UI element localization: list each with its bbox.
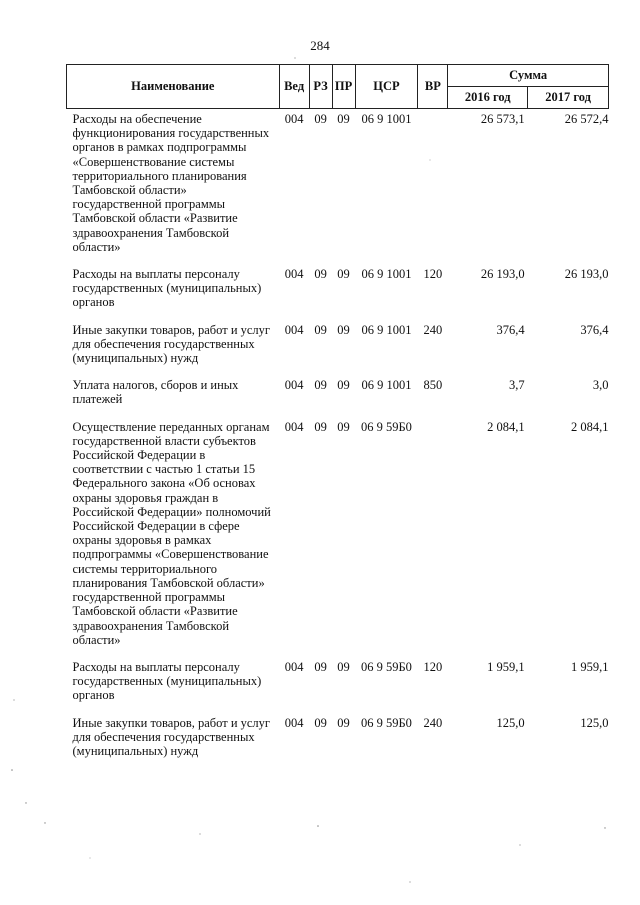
header-ved: Вед	[279, 65, 309, 109]
table-header	[67, 65, 609, 109]
row-csr: 06 9 59Б0	[360, 419, 412, 434]
row-sum-2017: 125,0	[580, 715, 609, 730]
row-rz: 09	[314, 112, 327, 126]
row-vr: 120	[423, 659, 443, 674]
row-name: Иные закупки товаров, работ и услуг для обеспечения государственных (муниципальных) нужд	[72, 322, 271, 366]
row-sum-2016: 125,0	[496, 715, 525, 730]
row-name: Расходы на обеспечение функционирования государственных органов в рамках подпрограммы «Совершенствование системы территориального планирования Тамбовской области» государственной программы Тамбовской области «Развитие здравоохранения Тамбовской области»	[72, 112, 270, 254]
row-ved: 004	[284, 659, 304, 674]
row-vr: 850	[423, 378, 443, 393]
row-sum-2016: 1 959,1	[487, 659, 525, 674]
row-name: Уплата налогов, сборов и иных платежей	[72, 378, 239, 407]
budget-table	[66, 64, 609, 768]
row-rz: 09	[314, 378, 327, 393]
row-pr: 09	[337, 419, 350, 434]
row-pr: 09	[337, 659, 350, 674]
row-csr: 06 9 1001	[361, 322, 412, 337]
row-pr: 09	[337, 378, 350, 393]
row-sum-2017: 3,0	[592, 378, 609, 393]
row-sum-2017: 376,4	[580, 322, 609, 337]
table-row	[67, 713, 609, 769]
header-vr: ВР	[418, 65, 448, 109]
table-row	[67, 109, 609, 265]
table-body	[67, 109, 609, 769]
header-csr: ЦСР	[355, 65, 418, 109]
row-pr: 09	[337, 267, 350, 282]
row-ved: 004	[284, 419, 304, 434]
table-row	[67, 375, 609, 416]
row-rz: 09	[314, 267, 327, 282]
row-sum-2017: 1 959,1	[571, 659, 609, 674]
row-name: Расходы на выплаты персоналу государственных (муниципальных) органов	[72, 267, 262, 310]
row-name: Расходы на выплаты персоналу государственных (муниципальных) органов	[72, 659, 262, 703]
row-sum-2016: 2 084,1	[487, 419, 525, 434]
row-rz: 09	[314, 322, 327, 337]
row-ved: 004	[284, 112, 304, 126]
table-row	[67, 264, 609, 320]
row-sum-2016: 26 193,0	[480, 267, 525, 282]
row-vr	[418, 417, 448, 657]
row-pr: 09	[337, 322, 350, 337]
row-csr: 06 9 59Б0	[360, 715, 412, 730]
row-sum-2017: 2 084,1	[571, 419, 609, 434]
row-rz: 09	[314, 715, 327, 730]
row-rz: 09	[314, 419, 327, 434]
row-pr: 09	[337, 112, 350, 126]
row-sum-2016: 3,7	[509, 378, 525, 393]
header-pr: ПР	[332, 65, 355, 109]
row-ved: 004	[284, 267, 304, 282]
page-number: 284	[310, 38, 330, 53]
row-vr: 240	[423, 715, 443, 730]
row-csr: 06 9 1001	[361, 112, 412, 126]
row-sum-2016: 376,4	[496, 322, 525, 337]
row-sum-2017: 26 572,4	[564, 112, 609, 126]
row-name: Иные закупки товаров, работ и услуг для обеспечения государственных (муниципальных) нужд	[72, 715, 271, 758]
table-row	[67, 320, 609, 376]
row-pr: 09	[337, 715, 350, 730]
header-rz: РЗ	[309, 65, 332, 109]
row-ved: 004	[284, 378, 304, 393]
header-year-2017: 2017 год	[528, 87, 609, 109]
row-ved: 004	[284, 715, 304, 730]
table-row	[67, 657, 609, 713]
row-name: Осуществление переданных органам государственной власти субъектов Российской Федерации в соответствии с частью 1 статьи 15 Федерального закона «Об основах охраны здоровья граждан в Российской Федерации» полномочий Российской Федерации в сфере охраны здоровья в рамках подпрограммы «Совершенствование системы территориального планирования Тамбовской области» государственной программы Тамбовской области «Развитие здравоохранения Тамбовской области»	[72, 419, 271, 647]
table-row	[67, 417, 609, 657]
row-ved: 004	[284, 322, 304, 337]
header-name: Наименование	[67, 65, 280, 109]
row-sum-2017: 26 193,0	[564, 267, 609, 282]
header-sum: Сумма	[448, 65, 609, 87]
row-sum-2016: 26 573,1	[480, 112, 525, 126]
header-year-2016: 2016 год	[448, 87, 528, 109]
row-vr: 120	[423, 267, 443, 282]
row-csr: 06 9 1001	[361, 378, 412, 393]
row-vr: 240	[423, 322, 443, 337]
row-csr: 06 9 1001	[361, 267, 412, 282]
row-vr	[418, 109, 448, 265]
row-rz: 09	[314, 659, 327, 674]
row-csr: 06 9 59Б0	[360, 659, 412, 674]
